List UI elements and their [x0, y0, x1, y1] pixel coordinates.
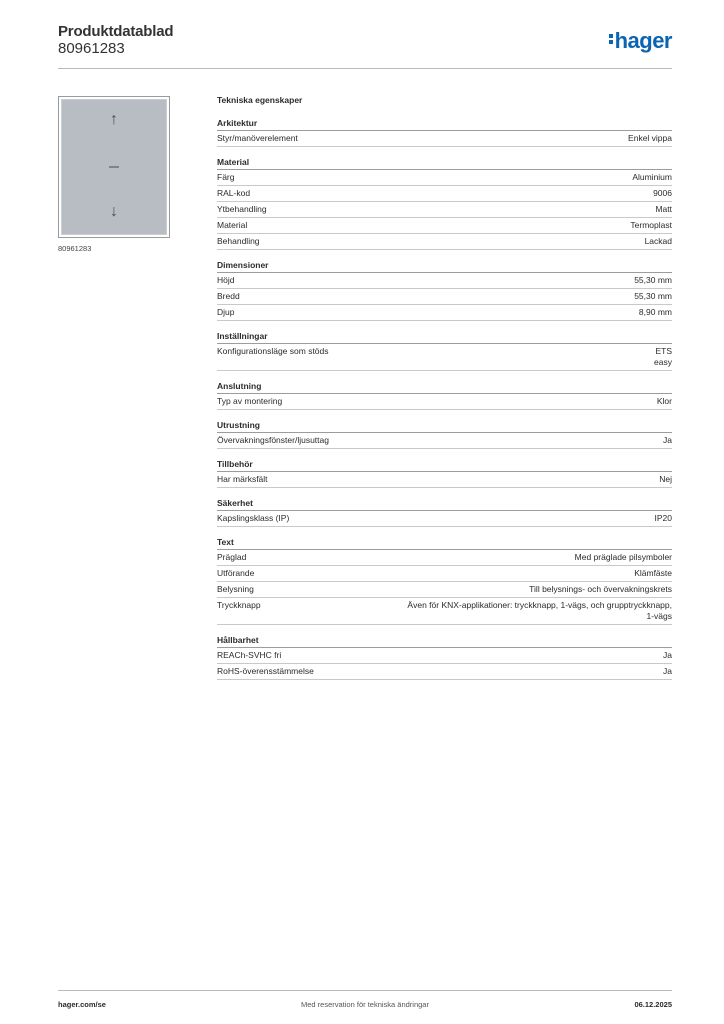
spec-label: Utförande [217, 568, 255, 578]
spec-label: Typ av montering [217, 396, 283, 406]
spec-value [645, 236, 672, 247]
spec-group-title: Arkitektur [217, 118, 672, 131]
spec-value [634, 291, 672, 302]
spec-row [217, 131, 672, 147]
spec-value-line: 1-vägs [646, 611, 672, 621]
spec-value [655, 204, 672, 215]
spec-value [529, 584, 672, 595]
spec-label: Övervakningsfönster/ljusuttag [217, 435, 329, 445]
arrow-down-icon: ↓ [110, 203, 118, 220]
spec-value-line: Aluminium [632, 172, 672, 182]
spec-value-line: Enkel vippa [628, 133, 672, 143]
spec-row [217, 273, 672, 289]
spec-row [217, 511, 672, 527]
spec-row [217, 598, 672, 625]
spec-value [663, 650, 672, 661]
technical-specs [217, 95, 672, 690]
spec-group [217, 459, 672, 488]
footer-disclaimer: Med reservation för tekniska ändringar [301, 1000, 429, 1009]
spec-value-line: Ja [663, 650, 672, 660]
logo-text: hager [614, 28, 672, 53]
spec-label: RAL-kod [217, 188, 251, 198]
spec-value-line: IP20 [654, 513, 672, 523]
spec-label: Styr/manöverelement [217, 133, 298, 143]
spec-group-title: Tillbehör [217, 459, 672, 472]
indicator-slot [109, 166, 119, 168]
spec-value-line: Ja [663, 435, 672, 445]
spec-value-line: Till belysnings- och övervakningskrets [529, 584, 672, 594]
spec-label: Djup [217, 307, 235, 317]
switch-plate [61, 99, 167, 235]
spec-label: REACh-SVHC fri [217, 650, 282, 660]
spec-value [634, 568, 672, 579]
spec-label: RoHS-överensstämmelse [217, 666, 314, 676]
spec-group [217, 635, 672, 680]
spec-group [217, 381, 672, 410]
spec-label: Tryckknapp [217, 600, 261, 610]
spec-value-line: 55,30 mm [634, 291, 672, 301]
spec-value-line: 9006 [653, 188, 672, 198]
spec-group [217, 118, 672, 147]
spec-label: Ytbehandling [217, 204, 267, 214]
spec-value-line: ETS [655, 346, 672, 356]
spec-group-title: Hållbarhet [217, 635, 672, 648]
spec-value [659, 474, 672, 485]
spec-value-line: Lackad [644, 236, 672, 246]
spec-value-line: Klor [656, 396, 672, 406]
spec-row [217, 394, 672, 410]
footer-date: 06.12.2025 [634, 1000, 672, 1009]
spec-value [654, 346, 672, 368]
logo-dots-icon [609, 32, 613, 46]
page-footer [58, 990, 672, 1009]
spec-row [217, 344, 672, 371]
spec-value-line: 55,30 mm [634, 275, 672, 285]
spec-value [657, 396, 672, 407]
document-title: Produktdatablad [58, 23, 174, 40]
spec-row [217, 648, 672, 664]
spec-value [632, 172, 672, 183]
spec-value-line: Med präglade pilsymboler [574, 552, 672, 562]
spec-row [217, 234, 672, 250]
spec-group-title: Text [217, 537, 672, 550]
product-image [58, 96, 170, 238]
spec-value [575, 552, 672, 563]
spec-label: Material [217, 220, 248, 230]
spec-value-line: Även för KNX-applikationer: tryckknapp, 1-vägs, och grupptryckknapp, [407, 600, 672, 610]
spec-value-line: Klämfäste [634, 568, 672, 578]
footer-website: hager.com/se [58, 1000, 106, 1009]
spec-row [217, 566, 672, 582]
spec-value-line: easy [654, 357, 672, 367]
arrow-up-icon: ↑ [110, 111, 118, 128]
spec-row [217, 170, 672, 186]
spec-label: Färg [217, 172, 235, 182]
spec-row [217, 202, 672, 218]
spec-row [217, 433, 672, 449]
spec-label: Präglad [217, 552, 247, 562]
spec-value [639, 307, 672, 318]
spec-row [217, 550, 672, 566]
spec-value-line: 8,90 mm [638, 307, 672, 317]
spec-value [653, 188, 672, 199]
spec-group [217, 498, 672, 527]
spec-group [217, 260, 672, 321]
spec-value-line: Termoplast [630, 220, 672, 230]
spec-value-line: Matt [655, 204, 672, 214]
spec-label: Bredd [217, 291, 240, 301]
spec-label: Har märksfält [217, 474, 268, 484]
spec-row [217, 218, 672, 234]
spec-group [217, 420, 672, 449]
spec-group-title: Utrustning [217, 420, 672, 433]
spec-label: Konfigurationsläge som stöds [217, 346, 329, 356]
spec-label: Höjd [217, 275, 235, 285]
spec-value [634, 275, 672, 286]
spec-value [628, 133, 672, 144]
spec-group-title: Anslutning [217, 381, 672, 394]
spec-label: Belysning [217, 584, 254, 594]
hager-logo [609, 28, 672, 54]
spec-value [407, 600, 672, 622]
spec-value [663, 666, 672, 677]
spec-group-title: Dimensioner [217, 260, 672, 273]
spec-value [655, 513, 673, 524]
spec-row [217, 664, 672, 680]
spec-row [217, 186, 672, 202]
spec-value [663, 435, 672, 446]
specs-title: Tekniska egenskaper [217, 95, 303, 105]
spec-label: Behandling [217, 236, 260, 246]
spec-group-title: Säkerhet [217, 498, 672, 511]
spec-row [217, 472, 672, 488]
product-number: 80961283 [58, 40, 125, 57]
spec-row [217, 289, 672, 305]
spec-group-title: Material [217, 157, 672, 170]
page-header [58, 20, 672, 69]
spec-group [217, 157, 672, 250]
spec-row [217, 305, 672, 321]
spec-group-title: Inställningar [217, 331, 672, 344]
spec-row [217, 582, 672, 598]
image-caption: 80961283 [58, 244, 92, 253]
spec-value-line: Nej [659, 474, 672, 484]
spec-label: Kapslingsklass (IP) [217, 513, 290, 523]
spec-group [217, 331, 672, 371]
spec-value-line: Ja [663, 666, 672, 676]
spec-group [217, 537, 672, 625]
spec-value [630, 220, 672, 231]
spec-groups [217, 118, 672, 680]
